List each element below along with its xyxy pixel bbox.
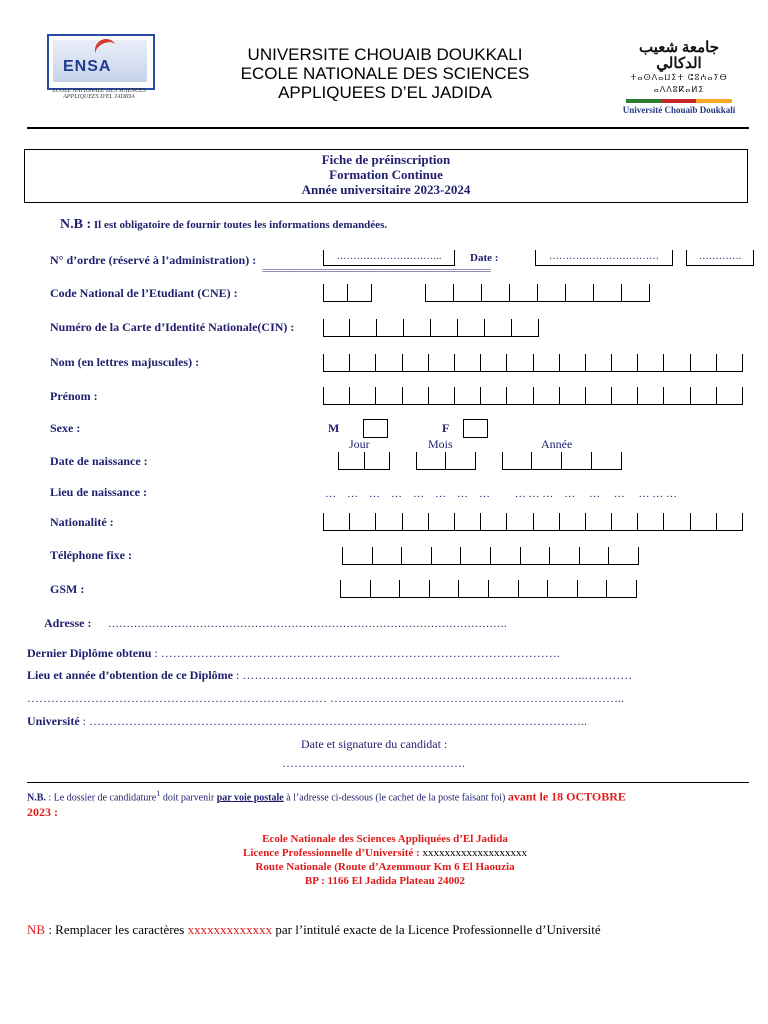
separator-line: ========================================================: [262, 266, 491, 276]
sexe-m-label: M: [328, 421, 340, 435]
char-cell[interactable]: [548, 580, 578, 597]
char-cell[interactable]: [534, 387, 560, 404]
char-cell[interactable]: [324, 387, 350, 404]
title-line-1: UNIVERSITE CHOUAIB DOUKKALI: [247, 45, 523, 64]
tel-cells[interactable]: [342, 547, 639, 565]
adresse-label: Adresse :: [44, 616, 92, 630]
char-cell[interactable]: [455, 387, 481, 404]
char-cell[interactable]: [350, 513, 376, 530]
char-cell[interactable]: [350, 387, 376, 404]
char-cell[interactable]: [343, 547, 373, 564]
char-cell[interactable]: [612, 387, 638, 404]
char-cell[interactable]: [691, 354, 717, 371]
annee-label: Année: [541, 437, 573, 451]
char-cell[interactable]: [638, 387, 664, 404]
char-cell[interactable]: [507, 354, 533, 371]
final-note-text2: par l’intitulé exacte de la Licence Professionnelle d’Université: [272, 922, 601, 937]
ucd-logo-french: Université Chouaïb Doukkali: [622, 105, 736, 115]
footer-divider: [27, 782, 749, 783]
lieu-diplome-dots: : …………………………………………………………………………..…………: [233, 668, 633, 682]
char-cell[interactable]: [402, 547, 432, 564]
char-cell[interactable]: [376, 354, 402, 371]
char-cell[interactable]: [507, 387, 533, 404]
char-cell[interactable]: [429, 387, 455, 404]
jour-cells[interactable]: [338, 452, 390, 470]
char-cell[interactable]: [580, 547, 610, 564]
char-cell[interactable]: [481, 387, 507, 404]
signature-field[interactable]: ……………………………………….: [282, 756, 465, 770]
char-cell[interactable]: [429, 354, 455, 371]
title-line-3: APPLIQUEES D’EL JADIDA: [278, 83, 492, 102]
postal-address: [160, 832, 610, 888]
char-cell[interactable]: [489, 580, 519, 597]
tel-label: Téléphone fixe :: [50, 548, 132, 562]
ensa-logo-text: ENSA: [63, 58, 112, 75]
char-cell[interactable]: [717, 354, 743, 371]
address-line-4: BP : 1166 El Jadida Plateau 24002: [304, 875, 466, 887]
cne-cells-b[interactable]: [425, 284, 650, 302]
ensa-logo: [47, 34, 155, 90]
char-cell[interactable]: [403, 513, 429, 530]
jour-label: Jour: [349, 437, 370, 451]
signature-label: Date et signature du candidat :: [301, 737, 448, 751]
char-cell[interactable]: [350, 354, 376, 371]
char-cell[interactable]: [664, 387, 690, 404]
universite-dots: : ……………………………………………………………………………………………………………..: [79, 714, 587, 728]
final-note: [27, 922, 601, 938]
sexe-label: Sexe :: [50, 421, 81, 435]
institution-title: [210, 45, 560, 102]
char-cell[interactable]: [550, 547, 580, 564]
address-licence-label: Licence Professionnelle d’Université :: [243, 847, 423, 859]
cin-label: Numéro de la Carte d’Identité Nationale(CIN) :: [50, 320, 295, 334]
char-cell[interactable]: [429, 513, 455, 530]
char-cell[interactable]: [691, 513, 717, 530]
deadline-2: 2023 :: [27, 805, 58, 820]
char-cell[interactable]: [586, 354, 612, 371]
form-title-box: [24, 149, 748, 203]
char-cell[interactable]: [609, 547, 639, 564]
char-cell[interactable]: [607, 580, 637, 597]
nb-text: Il est obligatoire de fournir toutes les informations demandées.: [91, 219, 388, 231]
nb-key: N.B :: [60, 217, 92, 232]
sexe-f-checkbox[interactable]: [463, 419, 488, 438]
cne-label: Code National de l’Etudiant (CNE) :: [50, 286, 238, 300]
lieu-label: Lieu de naissance :: [50, 485, 148, 499]
char-cell[interactable]: [612, 354, 638, 371]
form-subtitle: Formation Continue: [329, 167, 443, 182]
nb2-key: N.B.: [27, 792, 46, 804]
char-cell[interactable]: [461, 547, 491, 564]
char-cell[interactable]: [638, 513, 664, 530]
date-label: Date :: [470, 252, 499, 264]
char-cell[interactable]: [455, 513, 481, 530]
char-cell[interactable]: [324, 354, 350, 371]
gsm-cells[interactable]: [340, 580, 637, 598]
final-note-key: NB: [27, 922, 46, 937]
char-cell[interactable]: [403, 387, 429, 404]
char-cell[interactable]: [481, 513, 507, 530]
diplome-label: Dernier Diplôme obtenu: [27, 646, 152, 660]
mois-cells[interactable]: [416, 452, 476, 470]
char-cell[interactable]: [612, 513, 638, 530]
char-cell[interactable]: [638, 354, 664, 371]
address-line-1: Ecole Nationale des Sciences Appliquées d’El Jadida: [262, 833, 508, 845]
final-note-placeholder: xxxxxxxxxxxxx: [187, 922, 273, 937]
nb2-text3: à l’adresse ci-dessous (le cachet de la poste faisant foi): [283, 792, 508, 804]
final-note-text1: : Remplacer les caractères: [45, 922, 188, 937]
lieu-diplome-row[interactable]: [27, 668, 632, 683]
char-cell[interactable]: [324, 513, 350, 530]
char-cell[interactable]: [430, 580, 460, 597]
diplome-dots: : ……………………………………………………………………………………….: [151, 646, 560, 660]
address-line-3: Route Nationale (Route d’Azemmour Km 6 El Haouzia: [255, 861, 515, 873]
ucd-logo-arabic: جامعة شعيب الدكالي: [639, 40, 719, 72]
nb-notice: [60, 217, 387, 233]
universite-label: Université: [27, 714, 80, 728]
sexe-f-label: F: [442, 421, 450, 435]
prenom-label: Prénom :: [50, 389, 98, 403]
char-cell[interactable]: [341, 580, 371, 597]
ucd-logo: [616, 40, 742, 115]
char-cell[interactable]: [481, 354, 507, 371]
char-cell[interactable]: [717, 513, 743, 530]
submission-notice: [27, 787, 749, 821]
mois-label: Mois: [428, 437, 453, 451]
char-cell[interactable]: [519, 580, 549, 597]
sexe-m-checkbox[interactable]: [363, 419, 388, 438]
cin-cells[interactable]: [323, 319, 539, 337]
deadline-1: avant le 18 OCTOBRE: [507, 789, 626, 804]
lieu-diplome-continuation[interactable]: ………………………………………………………………… ………………………………………………………………..: [27, 691, 624, 705]
ordre-field[interactable]: …………………………..: [323, 250, 455, 266]
char-cell[interactable]: [455, 354, 481, 371]
ensa-logo-caption: ECOLE NATIONALE DES SCIENCES APPLIQUEES D'EL JADIDA: [52, 88, 146, 100]
char-cell[interactable]: [373, 547, 403, 564]
title-line-2: ECOLE NATIONALE DES SCIENCES: [240, 64, 530, 83]
naissance-label: Date de naissance :: [50, 454, 148, 468]
nb2-footnote: 1: [156, 789, 161, 798]
form-title: Fiche de préinscription: [321, 152, 451, 167]
cne-cells-a[interactable]: [323, 284, 372, 302]
char-cell[interactable]: [586, 513, 612, 530]
char-cell[interactable]: [491, 547, 521, 564]
char-cell[interactable]: [432, 547, 462, 564]
char-cell[interactable]: [371, 580, 401, 597]
nb2-text1: : Le dossier de candidature: [45, 792, 157, 804]
address-line-2: [160, 846, 610, 860]
gsm-label: GSM :: [50, 582, 85, 596]
char-cell[interactable]: [534, 354, 560, 371]
char-cell[interactable]: [691, 387, 717, 404]
char-cell[interactable]: [560, 513, 586, 530]
ucd-logo-bar: [626, 99, 732, 103]
char-cell[interactable]: [578, 580, 608, 597]
diplome-row[interactable]: [27, 646, 560, 661]
char-cell[interactable]: [717, 387, 743, 404]
char-cell[interactable]: [400, 580, 430, 597]
char-cell[interactable]: [534, 513, 560, 530]
date-field-1[interactable]: ……………………………: [535, 250, 673, 266]
date-field-2[interactable]: ………….: [686, 250, 754, 266]
adresse-field[interactable]: ……………………………………………………………………………………………….: [108, 618, 507, 630]
char-cell[interactable]: [560, 387, 586, 404]
char-cell[interactable]: [664, 354, 690, 371]
char-cell[interactable]: [376, 513, 402, 530]
nb2-emph: par voie postale: [216, 792, 284, 804]
char-cell[interactable]: [403, 354, 429, 371]
ordre-label: N° d’ordre (réservé à l’administration) :: [50, 253, 257, 267]
annee-cells[interactable]: [502, 452, 622, 470]
nom-cells[interactable]: [323, 354, 743, 372]
prenom-cells[interactable]: [323, 387, 743, 405]
char-cell[interactable]: [507, 513, 533, 530]
nom-label: Nom (en lettres majuscules) :: [50, 355, 200, 369]
char-cell[interactable]: [586, 387, 612, 404]
char-cell[interactable]: [459, 580, 489, 597]
lieu-field[interactable]: … … … … … … … … … … … … … … … … …: [325, 488, 677, 500]
ucd-logo-tifinagh: ⵜⴰⵙⴷⴰⵡⵉⵜ ⵛⵓⵄⴰⵢⴱ ⴰⴷⴷⵓⴽⴰⵍⵉ: [630, 73, 728, 94]
nationalite-cells[interactable]: [323, 513, 743, 531]
nb2-text2: doit parvenir: [160, 792, 217, 804]
nationalite-label: Nationalité :: [50, 515, 114, 529]
universite-row[interactable]: [27, 714, 587, 729]
char-cell[interactable]: [664, 513, 690, 530]
char-cell[interactable]: [376, 387, 402, 404]
char-cell[interactable]: [521, 547, 551, 564]
academic-year: Année universitaire 2023-2024: [301, 182, 471, 197]
address-licence-value: xxxxxxxxxxxxxxxxxxx: [422, 847, 527, 859]
lieu-diplome-label: Lieu et année d’obtention de ce Diplôme: [27, 668, 233, 682]
header-divider: [27, 127, 749, 129]
char-cell[interactable]: [560, 354, 586, 371]
